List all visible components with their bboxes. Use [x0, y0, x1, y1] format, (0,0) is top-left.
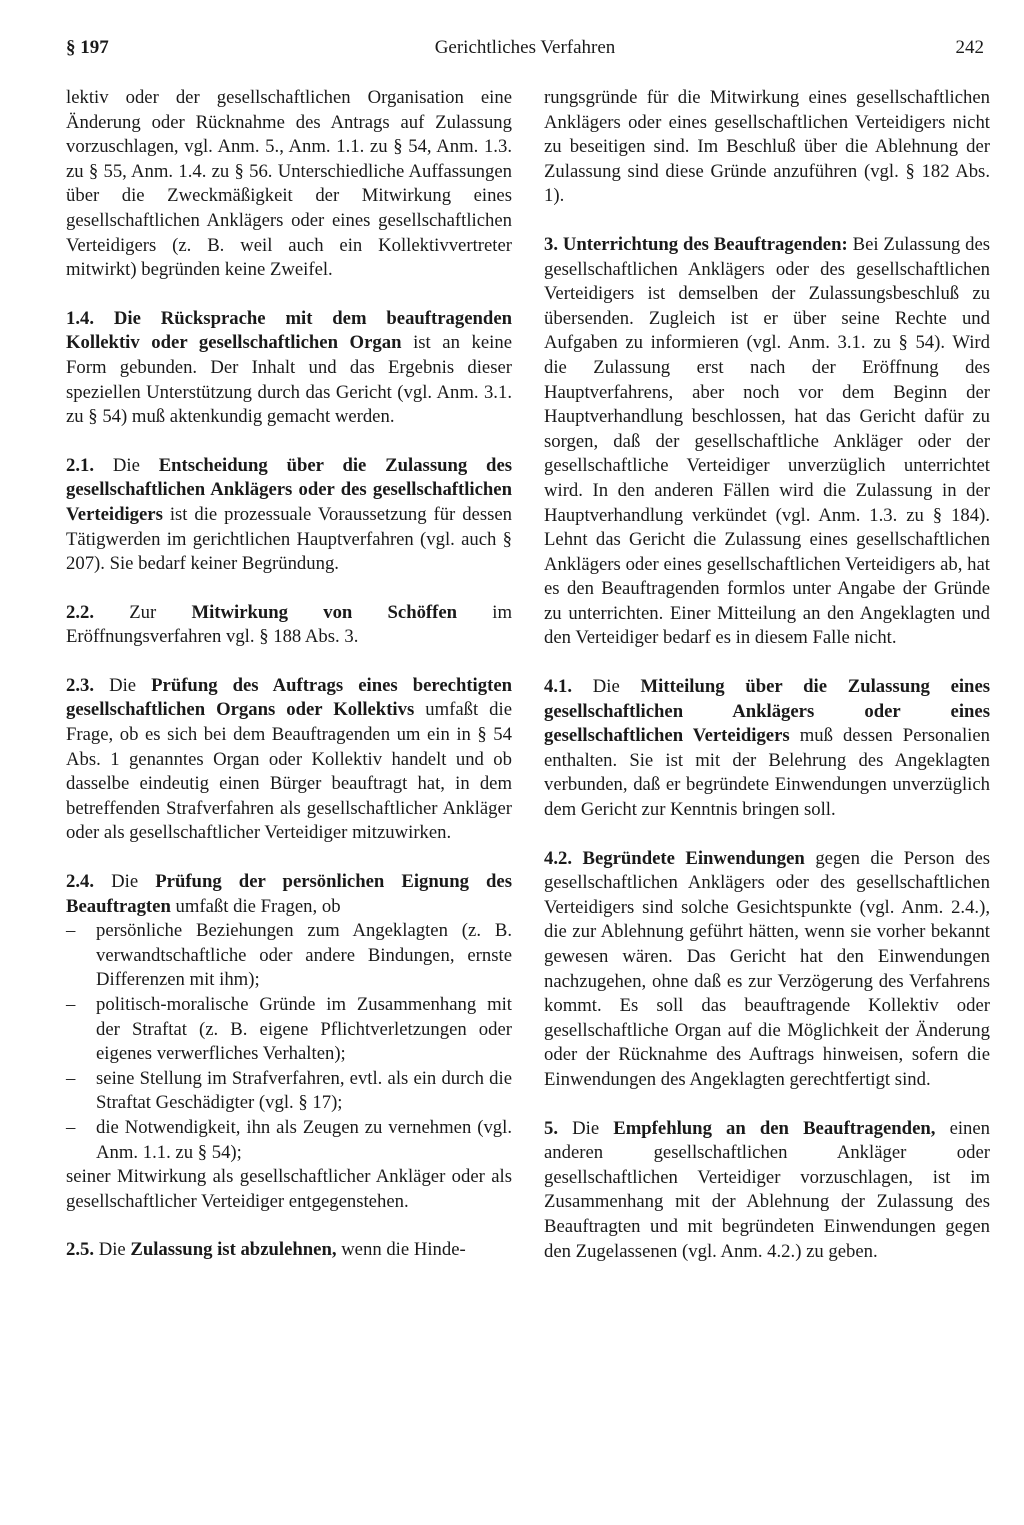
criteria-list: [66, 919, 512, 1165]
paragraph-continuation: rungsgründe für die Mitwirkung eines gesellschaftlichen Anklägers oder eines gesellschaftlichen Verteidigers nicht zu beseitigen sind. Im Beschluß über die Ablehnung der Zulassung sind diese Gründe anzuführen (vgl. § 182 Abs. 1).: [544, 87, 990, 207]
paragraph-2-5: 2.5. Die Zulassung ist abzulehnen, wenn die Hinde-: [66, 1239, 466, 1261]
paragraph-continuation: lektiv oder der gesellschaftlichen Organisation eine Änderung oder Rücknahme des Antrags auf Zulassung vorzuschlagen, vgl. Anm. 5., Anm. 1.1. zu § 54, Anm. 1.3. zu § 55, Anm. 1.4. zu § 56. Unterschiedliche Auffassungen über die Zweckmäßigkeit der Mitwirkung eines gesellschaftlichen Anklägers oder eines gesellschaftlichen Verteidigers (z. B. weil auch ein Kollektivvertreter mitwirkt) begründen keine Zweifel.: [66, 87, 512, 281]
paragraph-4-1: 4.1. Die Mitteilung über die Zulassung eines gesellschaftlichen Anklägers oder eines gesellschaftlichen Verteidigers muß dessen Personalien enthalten. Sie ist mit der Belehrung des Angeklagten verbunden, daß er begründete Einwendungen unverzüglich dem Gericht zur Kenntnis bringen soll.: [544, 676, 991, 821]
section-number: § 197: [66, 37, 109, 58]
list-item: – seine Stellung im Strafverfahren, evtl. als ein durch die Straftat Geschädigter (vgl. § 17);: [66, 1067, 512, 1116]
running-title: Gerichtliches Verfahren: [434, 37, 616, 58]
paragraph-2-3: 2.3. Die Prüfung des Auftrags eines berechtigten gesellschaftlichen Organs oder Kollektivs umfaßt die Frage, ob es sich bei dem Beauftragenden um ein in § 54 Abs. 1 genanntes Organ oder Kollektiv handelt und ob dasselbe eindeutig einen Bürger beauftragt hat, in dem betreffenden Strafverfahren als gesellschaftlicher Ankläger oder als gesellschaftlicher Verteidiger mitzuwirken.: [66, 674, 513, 844]
page-number: 242: [955, 37, 984, 58]
paragraph-2-4-conclusion: seiner Mitwirkung als gesellschaftlicher Ankläger oder als gesellschaftlicher Verteidiger entgegenstehen.: [66, 1166, 512, 1212]
paragraph-3: 3. Unterrichtung des Beauftragenden: Bei Zulassung des gesellschaftlichen Anklägers oder des gesellschaftlichen Verteidigers ist demselben der Zulassungsbeschluß zu übersenden. Zugleich ist er über seine Rechte und Aufgaben zu informieren (vgl. Anm. 3.1. zu § 54). Wird die Zulassung erst nach der Eröffnung des Hauptverfahrens, aber noch vor dem Beginn der Hauptverhandlung beschlossen, hat das Gericht dafür zu sorgen, daß der gesellschaftliche Ankläger oder der gesellschaftliche Verteidiger unverzüglich unterrichtet wird. In den anderen Fällen wird die Zulassung in der Hauptverhandlung verkündet (vgl. Anm. 1.3. zu § 184). Lehnt das Gericht die Zulassung eines gesellschaftlichen Anklägers oder eines gesellschaftlichen Verteidigers ab, hat es den Beauftragenden formlos unter Angabe der Gründe zu unterrichten. Einer Mitteilung an den Angeklagten und den Verteidiger bedarf es in diesem Falle nicht.: [544, 233, 991, 649]
list-item: – persönliche Beziehungen zum Angeklagten (z. B. verwandtschaftliche oder andere Bindungen, ernste Differenzen mit ihm);: [66, 919, 512, 993]
list-item: – die Notwendigkeit, ihn als Zeugen zu vernehmen (vgl. Anm. 1.1. zu § 54);: [66, 1116, 512, 1165]
list-item: – politisch-moralische Gründe im Zusammenhang mit der Straftat (z. B. eigene Pflichtverletzungen oder eigenes verwerfliches Verhalten);: [66, 993, 512, 1067]
paragraph-2-4: 2.4. Die Prüfung der persönlichen Eignung des Beauftragten umfaßt die Fragen, ob: [66, 871, 512, 917]
paragraph-5: 5. Die Empfehlung an den Beauftragenden, einen anderen gesellschaftlichen Ankläger oder gesellschaftlichen Verteidiger vorzuschlagen, ist im Zusammenhang mit der Ablehnung der Zulassung des Beauftragten und mit begründeten Einwendungen gegen den Zugelassenen (vgl. Anm. 4.2.) zu geben.: [544, 1117, 991, 1262]
right-column: [544, 86, 990, 1288]
paragraph-1-4: 1.4. Die Rücksprache mit dem beauftragenden Kollektiv oder gesellschaftlichen Organ ist an keine Form gebunden. Der Inhalt und das Ergebnis dieser speziellen Unterstützung durch das Gericht (vgl. Anm. 3.1. zu § 54) muß aktenkundig gemacht werden.: [66, 307, 513, 428]
left-column: [66, 86, 512, 1287]
paragraph-4-2: 4.2. Begründete Einwendungen gegen die Person des gesellschaftlichen Anklägers oder des gesellschaftlichen Verteidigers sind solche Gesichtspunkte (vgl. Anm. 2.4.), die zur Ablehnung geführt hätten, wenn sie vorher bekannt gewesen wären. Das Gericht hat den Einwendungen nachzugehen, ohne daß es zur Verzögerung des Verfahrens kommt. Es soll das beauftragende Kollektiv oder gesellschaftliche Organ auf die Möglichkeit der Änderung oder der Rücknahme des Auftrags hinweisen, sofern die Einwendungen des Angeklagten gerechtfertigt sind.: [544, 847, 991, 1090]
paragraph-2-1: 2.1. Die Entscheidung über die Zulassung des gesellschaftlichen Anklägers oder des gesellschaftlichen Verteidigers ist die prozessuale Voraussetzung für dessen Tätigwerden im gerichtlichen Hauptverfahren (vgl. auch § 207). Sie bedarf keiner Begründung.: [66, 454, 513, 575]
page-header: [66, 34, 984, 62]
paragraph-2-2: 2.2. Zur Mitwirkung von Schöffen im Eröffnungsverfahren vgl. § 188 Abs. 3.: [66, 601, 513, 648]
